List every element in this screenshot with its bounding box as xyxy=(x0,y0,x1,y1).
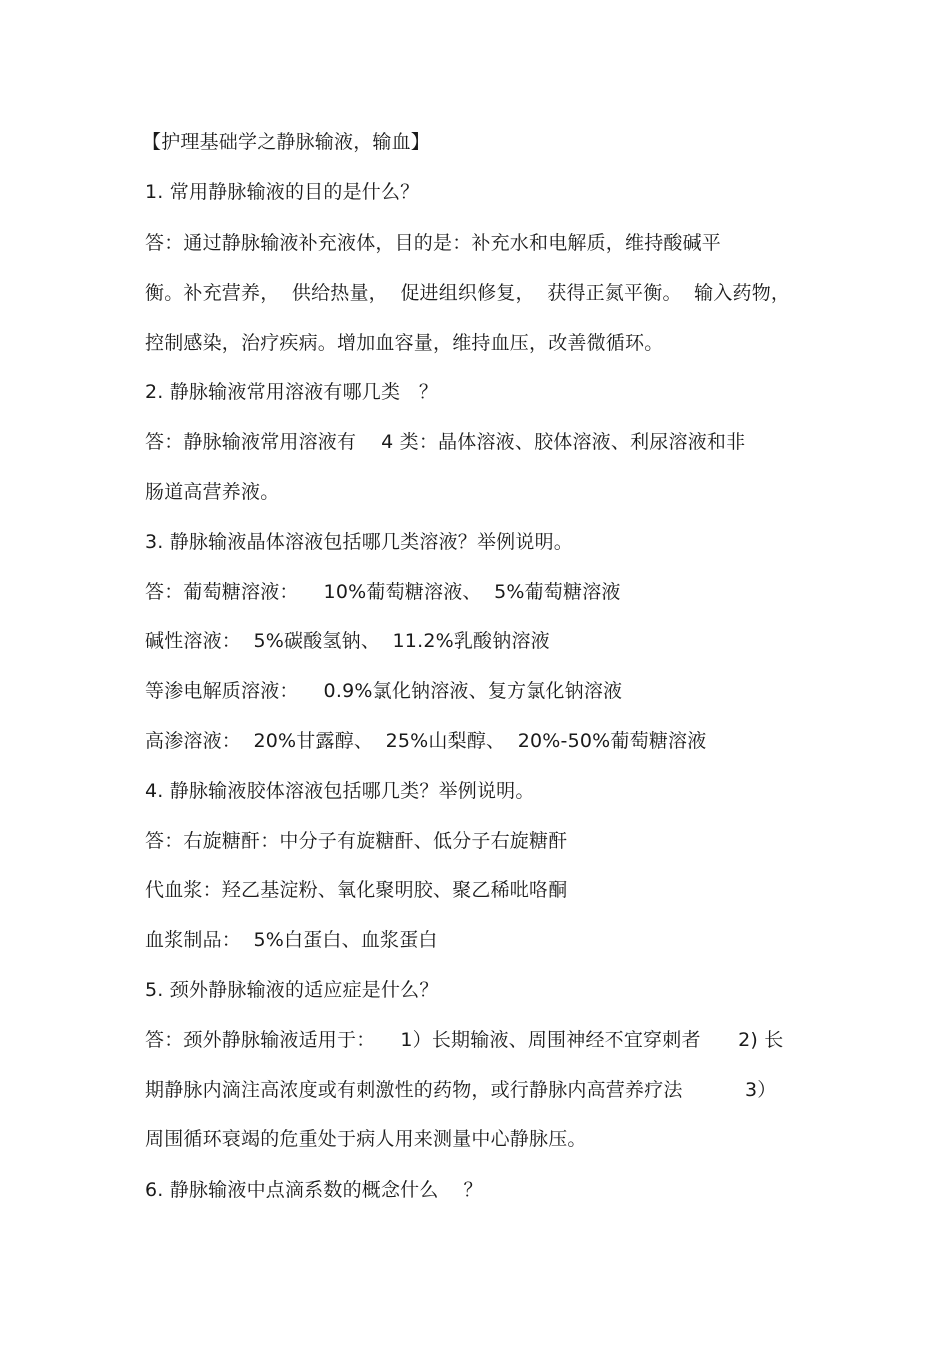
answer-4-line-1: 答：右旋糖酐：中分子有旋糖酐、低分子右旋糖酐 xyxy=(145,830,568,852)
document-title: 【护理基础学之静脉输液，输血】 xyxy=(142,131,431,153)
answer-2-line-1: 答：静脉输液常用溶液有 4 类：晶体溶液、胶体溶液、利尿溶液和非 xyxy=(145,431,746,453)
answer-5-line-3: 周围循环衰竭的危重处于病人用来测量中心静脉压。 xyxy=(145,1128,587,1150)
answer-1-line-2: 衡。补充营养， 供给热量， 促进组织修复， 获得正氮平衡。 输入药物， xyxy=(145,282,791,304)
answer-2-line-2: 肠道高营养液。 xyxy=(145,481,280,503)
question-5: 5. 颈外静脉输液的适应症是什么？ xyxy=(145,979,439,1001)
answer-1-line-3: 控制感染，治疗疾病。增加血容量，维持血压，改善微循环。 xyxy=(145,332,664,354)
answer-3-line-3: 等渗电解质溶液： 0.9%氯化钠溶液、复方氯化钠溶液 xyxy=(145,680,623,702)
question-6: 6. 静脉输液中点滴系数的概念什么 ？ xyxy=(145,1179,483,1201)
question-2: 2. 静脉输液常用溶液有哪几类 ？ xyxy=(145,381,439,403)
answer-4-line-2: 代血浆：羟乙基淀粉、氧化聚明胶、聚乙稀吡咯酮 xyxy=(145,879,568,901)
question-1: 1. 常用静脉输液的目的是什么？ xyxy=(145,181,420,203)
question-4: 4. 静脉输液胶体溶液包括哪几类？举例说明。 xyxy=(145,780,535,802)
answer-5-line-2: 期静脉内滴注高浓度或有刺激性的药物，或行静脉内高营养疗法 3） xyxy=(145,1079,777,1101)
answer-3-line-4: 高渗溶液： 20%甘露醇、 25%山梨醇、 20%-50%葡萄糖溶液 xyxy=(145,730,707,752)
answer-3-line-2: 碱性溶液： 5%碳酸氢钠、 11.2%乳酸钠溶液 xyxy=(145,630,550,652)
answer-3-line-1: 答：葡萄糖溶液： 10%葡萄糖溶液、 5%葡萄糖溶液 xyxy=(145,581,621,603)
answer-4-line-3: 血浆制品： 5%白蛋白、血浆蛋白 xyxy=(145,929,438,951)
answer-1-line-1: 答：通过静脉输液补充液体，目的是：补充水和电解质，维持酸碱平 xyxy=(145,232,722,254)
question-3: 3. 静脉输液晶体溶液包括哪几类溶液？举例说明。 xyxy=(145,531,573,553)
answer-5-line-1: 答：颈外静脉输液适用于： 1）长期输液、周围神经不宜穿刺者 2) 长 xyxy=(145,1029,784,1051)
